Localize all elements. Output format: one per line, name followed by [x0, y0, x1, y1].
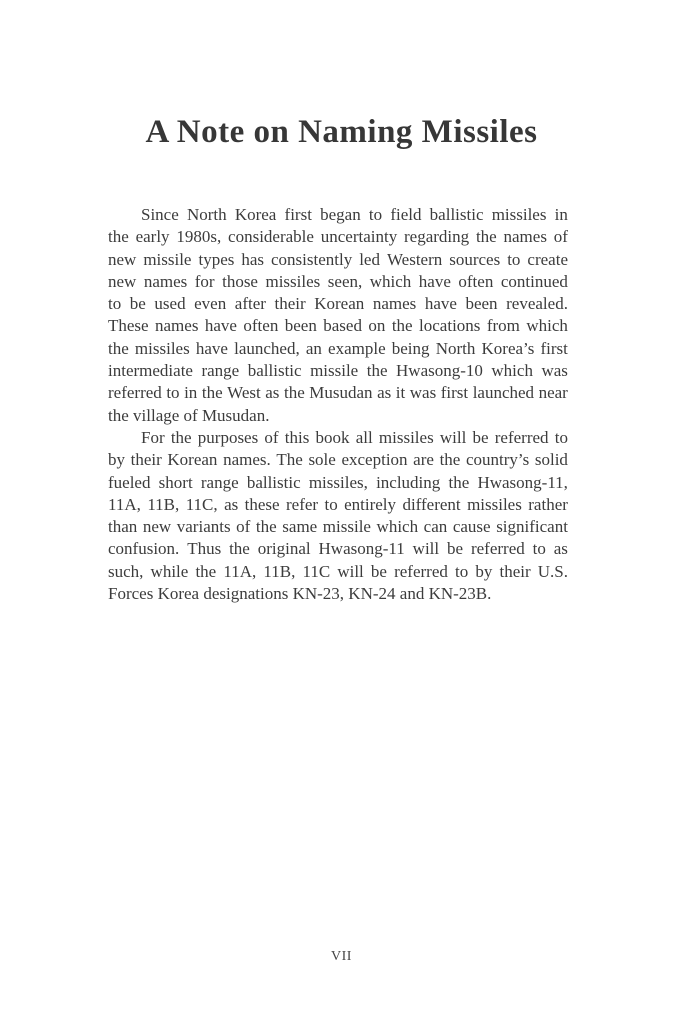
word: first	[284, 205, 312, 224]
word: referred	[394, 561, 448, 581]
text-line	[108, 538, 568, 560]
word: in	[554, 205, 568, 224]
word: near	[538, 383, 568, 403]
word: can	[423, 517, 448, 537]
word: missiles	[491, 205, 547, 224]
word: 11A,	[223, 561, 257, 581]
word: North	[186, 205, 227, 224]
word: will	[337, 561, 364, 581]
word: new	[142, 517, 172, 537]
text-line	[108, 449, 568, 471]
word: different	[402, 494, 461, 514]
word: Musudan	[309, 383, 373, 403]
word: led	[359, 249, 380, 269]
word: have	[204, 316, 237, 336]
word: names	[155, 316, 199, 336]
word: names	[143, 271, 188, 291]
word: country’s	[465, 450, 530, 470]
text-line: the village of Musudan.	[108, 405, 270, 425]
word: have	[195, 338, 228, 358]
text-line	[108, 338, 568, 360]
word: the	[201, 383, 223, 403]
word: of	[553, 227, 568, 247]
word: Korea’s	[481, 338, 535, 358]
word: Hwasong-11,	[477, 472, 568, 492]
word: to	[368, 205, 383, 224]
word: the	[283, 383, 305, 403]
word: as	[553, 539, 568, 559]
word: fueled	[108, 472, 151, 492]
word: as	[224, 494, 239, 514]
word: their	[130, 450, 162, 470]
word: after	[234, 294, 266, 314]
text-line	[108, 249, 568, 271]
word: of	[236, 517, 251, 537]
word: Korea	[234, 205, 277, 224]
text-line	[108, 293, 568, 315]
word: are	[413, 450, 434, 470]
text-line	[108, 561, 568, 583]
word: been	[284, 316, 317, 336]
word: which	[376, 517, 419, 537]
word: be	[370, 561, 387, 581]
word: names.	[223, 450, 271, 470]
page-title: A Note on Naming Missiles	[145, 114, 538, 150]
word: same	[282, 517, 318, 537]
word: the	[391, 316, 413, 336]
word: the	[475, 227, 497, 247]
word: new	[108, 249, 137, 269]
word: their	[274, 294, 306, 314]
word: of	[264, 427, 279, 447]
word: their	[499, 561, 531, 581]
word: book	[315, 427, 350, 447]
word: considerable	[228, 227, 314, 247]
word: create	[527, 249, 568, 269]
text-line	[108, 494, 568, 516]
word: all	[355, 427, 373, 447]
word: Korean	[314, 294, 365, 314]
word: regarding	[404, 227, 470, 247]
word: continued	[500, 271, 568, 291]
word: North	[435, 338, 476, 358]
word: such,	[108, 561, 144, 581]
text-line	[108, 427, 568, 449]
word: as	[265, 383, 280, 403]
word: which	[369, 271, 412, 291]
word: range	[200, 472, 239, 492]
word: began	[320, 205, 361, 224]
word: example	[328, 338, 386, 358]
word: Thus	[187, 539, 222, 559]
word: by	[475, 561, 493, 581]
word: seen,	[327, 271, 363, 291]
word: referred	[494, 427, 549, 447]
word: missiles	[467, 494, 522, 514]
word: missiles	[265, 271, 321, 291]
word: by	[108, 450, 125, 470]
word: range	[201, 361, 240, 381]
word: purposes	[197, 427, 259, 447]
text-line	[108, 516, 568, 538]
word: to	[454, 561, 469, 581]
word: cause	[452, 517, 491, 537]
word: was	[409, 383, 437, 403]
word: original	[257, 539, 311, 559]
word: be	[129, 294, 146, 314]
word: to	[507, 249, 521, 269]
word: be	[447, 539, 464, 559]
word: rather	[528, 494, 568, 514]
text-line	[108, 360, 568, 382]
word: early	[135, 227, 170, 247]
word: types	[198, 249, 235, 269]
word: the	[366, 361, 388, 381]
word: first	[440, 383, 469, 403]
word: been	[465, 294, 498, 314]
word: which	[526, 316, 568, 336]
word: being	[391, 338, 430, 358]
word: revealed.	[506, 294, 568, 314]
word: missile	[322, 517, 371, 537]
word: missiles,	[308, 472, 368, 492]
word: referred	[470, 539, 525, 559]
word: confusion.	[108, 539, 180, 559]
word: for	[194, 271, 215, 291]
word: from	[486, 316, 520, 336]
word: West	[227, 383, 261, 403]
word: field	[390, 205, 422, 224]
word: an	[305, 338, 322, 358]
word: sole	[308, 450, 336, 470]
text-line	[108, 271, 568, 293]
word: the	[108, 338, 129, 358]
word: locations	[419, 316, 481, 336]
word: the	[229, 539, 250, 559]
body-text	[108, 204, 568, 605]
word: missiles	[134, 338, 190, 358]
word: significant	[496, 517, 568, 537]
word: 1980s,	[176, 227, 222, 247]
text-line: Forces Korea designations KN-23, KN-24 and KN-23B.	[108, 584, 492, 604]
word: to	[554, 427, 568, 447]
word: the	[255, 517, 277, 537]
word: to	[324, 494, 338, 514]
text-line	[108, 315, 568, 337]
word: consistently	[271, 249, 353, 269]
word: than	[108, 517, 138, 537]
word: which	[491, 361, 533, 381]
word: missile	[310, 361, 359, 381]
word: Hwasong-11	[318, 539, 405, 559]
word: missiles	[378, 427, 434, 447]
word: has	[241, 249, 265, 269]
word: to	[166, 383, 180, 403]
word: 11B,	[147, 494, 180, 514]
word: have	[418, 271, 451, 291]
word: the	[439, 450, 461, 470]
word: the	[448, 472, 470, 492]
word: 11C	[302, 561, 331, 581]
word: referred	[108, 383, 162, 403]
word: be	[472, 427, 489, 447]
word: as	[377, 383, 392, 403]
word: short	[158, 472, 193, 492]
word: used	[154, 294, 186, 314]
word: uncertainty	[320, 227, 398, 247]
word: Hwasong-10	[396, 361, 483, 381]
text-line	[108, 382, 568, 404]
word: this	[284, 427, 310, 447]
word: those	[222, 271, 258, 291]
word: ballistic	[247, 361, 302, 381]
word: launched	[472, 383, 535, 403]
word: names	[372, 294, 417, 314]
word: will	[439, 427, 467, 447]
text-line	[108, 226, 568, 248]
word: first	[540, 338, 568, 358]
word: 11A,	[108, 494, 141, 514]
page-number: VII	[331, 949, 352, 964]
word: even	[194, 294, 227, 314]
word: often	[243, 316, 279, 336]
word: these	[244, 494, 280, 514]
word: 11B,	[263, 561, 296, 581]
word: sources	[449, 249, 501, 269]
word: while	[150, 561, 189, 581]
word: refer	[285, 494, 319, 514]
word: missile	[143, 249, 192, 269]
word: Since	[141, 205, 179, 224]
word: based	[323, 316, 362, 336]
word: have	[424, 294, 457, 314]
word: it	[395, 383, 406, 403]
word: ballistic	[429, 205, 484, 224]
word: the	[195, 561, 217, 581]
word: to	[532, 539, 546, 559]
word: the	[170, 427, 192, 447]
word: was	[541, 361, 568, 381]
word: often	[458, 271, 494, 291]
word: in	[184, 383, 198, 403]
word: will	[412, 539, 440, 559]
word: solid	[534, 450, 568, 470]
paragraph	[108, 204, 568, 427]
word: Korean	[167, 450, 218, 470]
word: new	[108, 271, 137, 291]
word: ballistic	[246, 472, 301, 492]
word: on	[368, 316, 386, 336]
word: to	[108, 294, 122, 314]
word: entirely	[344, 494, 397, 514]
text-line	[108, 472, 568, 494]
word: For	[141, 427, 165, 447]
word: the	[108, 227, 129, 247]
word: U.S.	[537, 561, 568, 581]
word: The	[276, 450, 303, 470]
word: launched,	[234, 338, 300, 358]
text-line	[108, 204, 568, 226]
word: exception	[341, 450, 408, 470]
word: including	[376, 472, 441, 492]
word: variants	[176, 517, 231, 537]
paragraph	[108, 427, 568, 605]
word: 11C,	[185, 494, 218, 514]
word: names	[503, 227, 547, 247]
word: intermediate	[108, 361, 193, 381]
word: Western	[386, 249, 443, 269]
word: These	[108, 316, 149, 336]
